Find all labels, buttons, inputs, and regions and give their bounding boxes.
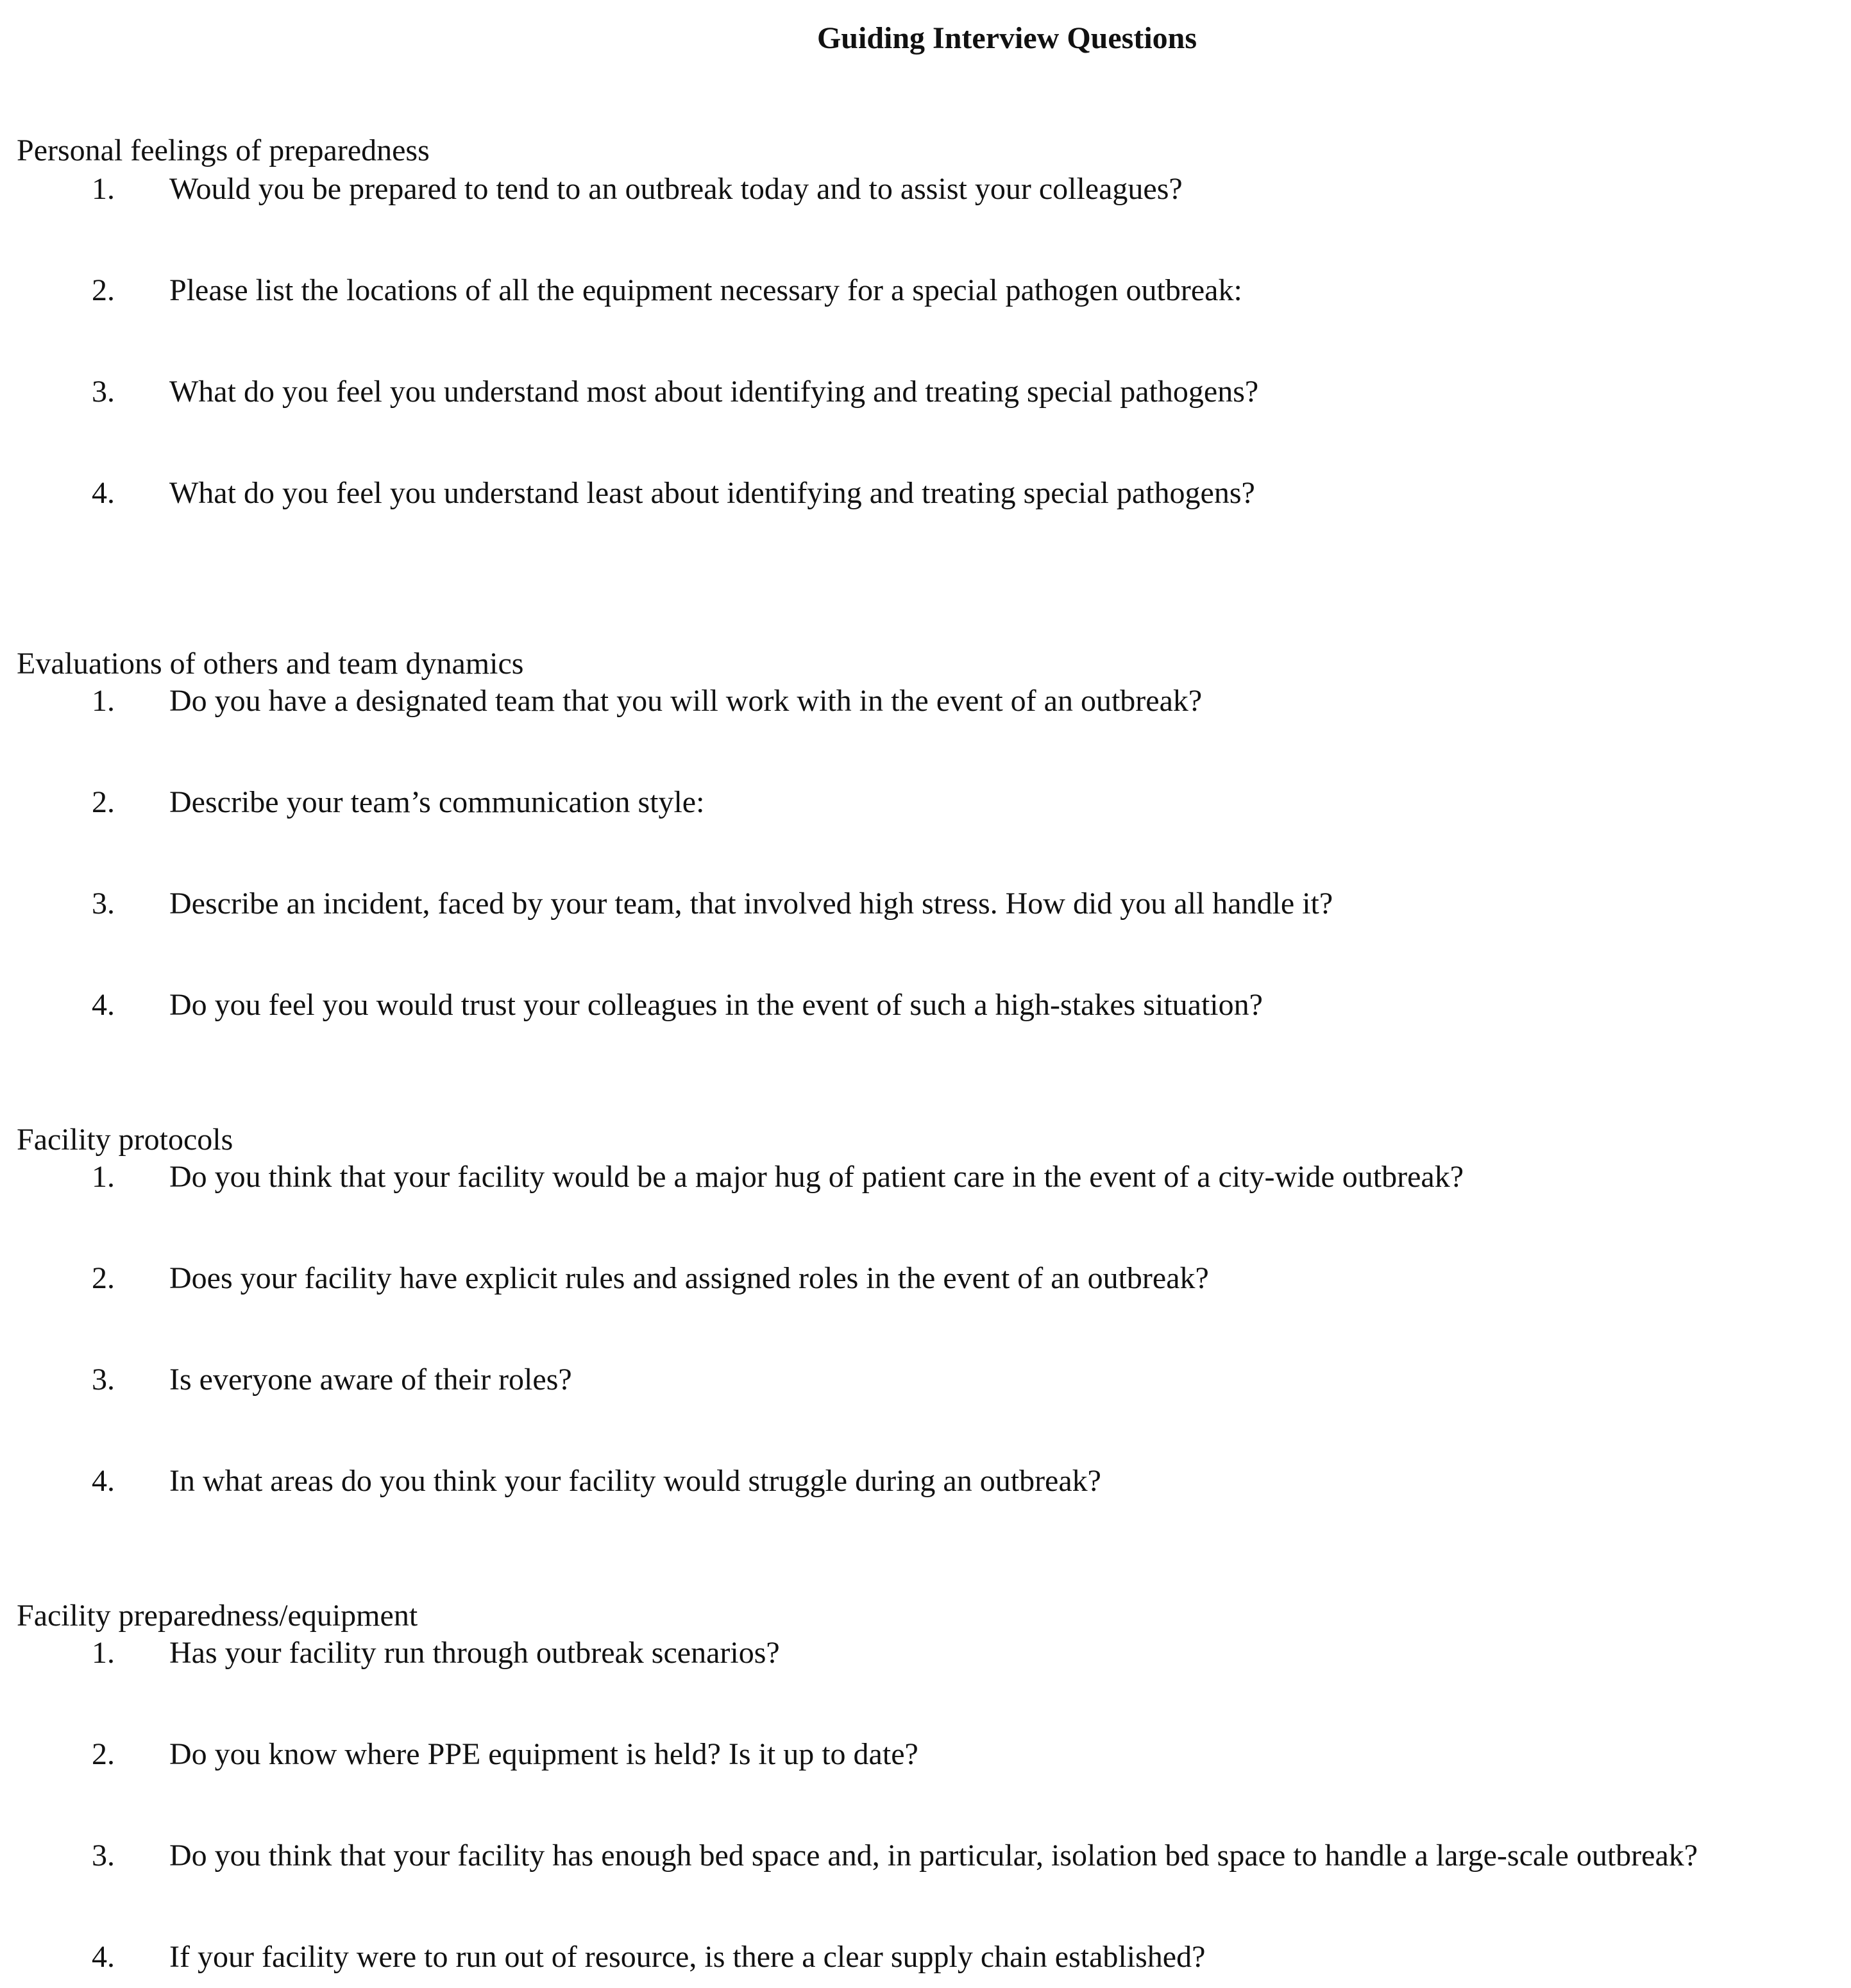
question-number: 1.	[92, 172, 115, 206]
question-text: Has your facility run through outbreak scenarios?	[169, 1636, 780, 1670]
question-text: Would you be prepared to tend to an outbreak today and to assist your colleagues?	[169, 172, 1183, 206]
question-text: Do you know where PPE equipment is held? Is it up to date?	[169, 1737, 918, 1771]
question-number: 2.	[92, 785, 115, 819]
question-text: Describe an incident, faced by your team, that involved high stress. How did you all handle it?	[169, 887, 1333, 921]
question-text: Describe your team’s communication style:	[169, 785, 705, 819]
question-text: Is everyone aware of their roles?	[169, 1363, 572, 1397]
question-number: 2.	[92, 1261, 115, 1295]
question-text: Please list the locations of all the equipment necessary for a special pathogen outbreak:	[169, 273, 1242, 307]
question-number: 4.	[92, 988, 115, 1022]
question-number: 4.	[92, 476, 115, 510]
question-number: 3.	[92, 887, 115, 921]
question-number: 3.	[92, 1839, 115, 1873]
section-heading: Evaluations of others and team dynamics	[17, 647, 524, 681]
question-text: Do you have a designated team that you will work with in the event of an outbreak?	[169, 684, 1203, 718]
question-number: 1.	[92, 1160, 115, 1194]
question-number: 4.	[92, 1940, 115, 1974]
question-text: Do you think that your facility would be a major hug of patient care in the event of a city-wide outbreak?	[169, 1160, 1464, 1194]
section-heading: Personal feelings of preparedness	[17, 133, 430, 167]
question-number: 2.	[92, 273, 115, 307]
question-text: What do you feel you understand least about identifying and treating special pathogens?	[169, 476, 1255, 510]
question-number: 3.	[92, 1363, 115, 1397]
question-number: 1.	[92, 1636, 115, 1670]
question-text: Do you think that your facility has enough bed space and, in particular, isolation bed space to handle a large-scale outbreak?	[169, 1839, 1698, 1873]
section-heading: Facility protocols	[17, 1123, 233, 1157]
question-number: 3.	[92, 375, 115, 409]
question-text: What do you feel you understand most about identifying and treating special pathogens?	[169, 375, 1259, 409]
question-number: 1.	[92, 684, 115, 718]
question-text: If your facility were to run out of resource, is there a clear supply chain established?	[169, 1940, 1206, 1974]
question-text: Do you feel you would trust your colleagues in the event of such a high-stakes situation?	[169, 988, 1263, 1022]
question-text: In what areas do you think your facility would struggle during an outbreak?	[169, 1464, 1101, 1498]
document-title: Guiding Interview Questions	[816, 21, 1197, 55]
question-number: 4.	[92, 1464, 115, 1498]
question-number: 2.	[92, 1737, 115, 1771]
question-text: Does your facility have explicit rules and assigned roles in the event of an outbreak?	[169, 1261, 1209, 1295]
section-heading: Facility preparedness/equipment	[17, 1599, 418, 1633]
